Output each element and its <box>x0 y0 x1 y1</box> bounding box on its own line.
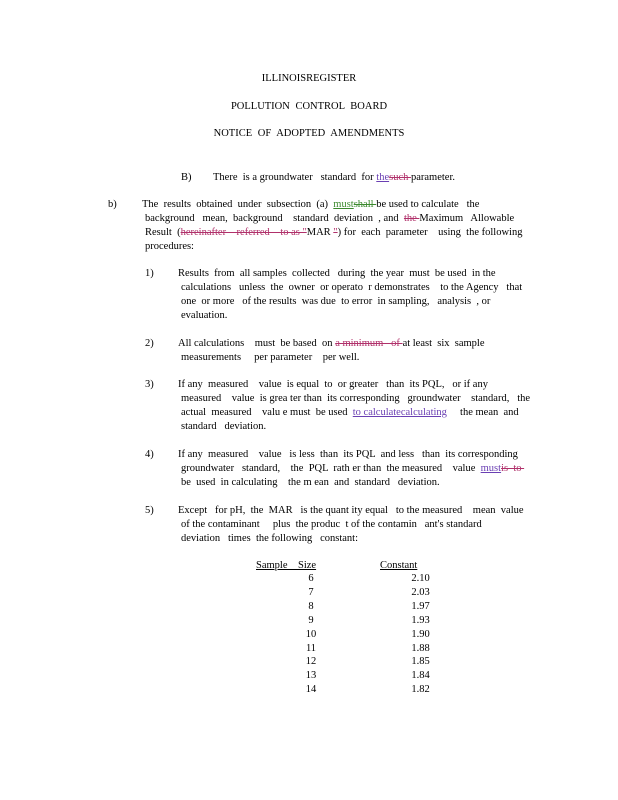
text-span: MAR <box>306 227 334 238</box>
table-row <box>256 572 440 586</box>
item-4-line-2 <box>178 462 524 476</box>
text-span: All calculations must be based on <box>178 338 336 349</box>
item-b-paragraph <box>142 198 542 254</box>
sample-size-cell: 9 <box>308 614 314 626</box>
item-1-paragraph <box>178 267 522 323</box>
board-title: POLLUTION CONTROL BOARD <box>230 101 388 112</box>
register-title: ILLINOISREGISTER <box>261 73 357 84</box>
item-4-label: 4) <box>145 449 154 460</box>
constant-cell: 1.93 <box>411 614 430 626</box>
deleted-text: is to <box>501 463 525 474</box>
constant-cell: 2.10 <box>411 573 430 584</box>
text-span: Maximum Allowable <box>419 213 515 224</box>
table-row <box>256 600 440 614</box>
item-b-line-4: procedures: <box>145 241 194 252</box>
deleted-text: shall <box>353 199 377 210</box>
deleted-text: a minimum of <box>335 338 403 349</box>
inserted-text: to calculate <box>352 407 401 418</box>
sample-size-cell: 13 <box>305 670 317 682</box>
item-5-line-1: Except for pH, the MAR is the quant ity equal to the measured mean value <box>178 505 524 516</box>
item-1-label: 1) <box>145 268 154 279</box>
constant-header: Constant <box>380 560 418 571</box>
item-5-paragraph <box>178 504 524 546</box>
constant-cell: 1.90 <box>411 628 430 640</box>
item-b-line-1 <box>142 198 542 212</box>
item-1-line: evaluation. <box>181 310 228 321</box>
item-b-line-2 <box>142 212 542 226</box>
table-row <box>256 669 440 683</box>
item-5-label: 5) <box>145 505 154 516</box>
text-span: The results obtained under subsection (a) <box>142 199 334 210</box>
item-2-label: 2) <box>145 338 154 349</box>
item-2-line-2: measurements per parameter per well. <box>181 352 360 363</box>
inserted-text: must <box>480 463 502 474</box>
item-1-line: calculations unless the owner or operato r demonstrates to the Agency that <box>181 282 523 293</box>
text-span: the mean and <box>446 407 519 418</box>
deleted-text: " <box>333 227 338 238</box>
item-2-line-1 <box>178 337 485 351</box>
sample-size-header: Sample Size <box>256 560 317 571</box>
inserted-text: calculating <box>400 407 447 418</box>
sample-size-cell: 14 <box>305 684 317 696</box>
table-row <box>256 628 440 642</box>
sample-size-cell: 7 <box>308 586 314 598</box>
table-row <box>256 683 440 697</box>
text-span: ) for each parameter using the following <box>337 227 523 238</box>
item-2-paragraph <box>178 337 485 365</box>
text-span: be used to calculate the <box>376 199 480 210</box>
table-row <box>256 614 440 628</box>
table-row <box>256 586 440 600</box>
constant-cell: 1.97 <box>411 600 430 612</box>
text-span: Result ( <box>145 227 181 238</box>
inserted-text: the <box>376 172 390 183</box>
item-B-text-after: parameter. <box>410 172 455 183</box>
text-span: groundwater standard, the PQL rath er than the measured value <box>181 463 481 474</box>
deleted-text: such <box>389 172 411 183</box>
sample-size-cell: 11 <box>305 642 317 654</box>
sample-size-constant-table <box>256 559 440 697</box>
deleted-text: the <box>403 213 420 224</box>
constant-cell: 1.88 <box>411 642 430 654</box>
notice-title: NOTICE OF ADOPTED AMENDMENTS <box>213 128 405 139</box>
table-row <box>256 642 440 656</box>
item-B-text-before: There is a groundwater standard for <box>213 172 377 183</box>
item-3-label: 3) <box>145 379 154 390</box>
item-4-line-1: If any measured value is less than its PQL and less than its corresponding <box>178 449 518 460</box>
sample-size-cell: 10 <box>305 628 317 640</box>
item-3-line-1: If any measured value is equal to or greater than its PQL, or if any <box>178 379 488 390</box>
sample-size-cell: 8 <box>308 600 314 612</box>
item-5-line-2: of the contaminant plus the produc t of the contamin ant's standard <box>181 519 482 530</box>
text-span: at least six sample <box>402 338 485 349</box>
item-3-line-4: standard deviation. <box>181 421 267 432</box>
item-b-label: b) <box>108 199 117 210</box>
item-5-line-3: deviation times the following constant: <box>181 533 359 544</box>
item-4-line-3: be used in calculating the m ean and standard deviation. <box>181 477 440 488</box>
item-b-line-3 <box>142 226 542 240</box>
text-span: actual measured valu e must be used <box>181 407 353 418</box>
deleted-text: hereinafter referred to as " <box>180 227 307 238</box>
table-body <box>256 572 440 697</box>
inserted-text: must <box>333 199 354 210</box>
text-span: background mean, background standard deviation , and <box>145 213 404 224</box>
item-1-line: Results from all samples collected during the year must be used in the <box>178 268 496 279</box>
item-4-paragraph <box>178 448 524 490</box>
sample-size-cell: 6 <box>308 573 314 584</box>
item-B-label: B) <box>181 172 192 183</box>
item-1-line: one or more of the results was due to error in sampling, analysis , or <box>181 296 491 307</box>
sample-size-cell: 12 <box>305 656 317 668</box>
table-row <box>256 655 440 669</box>
table-header-row <box>256 559 440 572</box>
constant-cell: 1.82 <box>411 684 430 696</box>
constant-cell: 1.85 <box>411 656 430 668</box>
item-B-text <box>213 171 455 185</box>
item-3-line-2: measured value is grea ter than its corresponding groundwater standard, the <box>181 393 531 404</box>
item-3-line-3 <box>178 406 530 420</box>
constant-cell: 1.84 <box>411 670 430 682</box>
constant-cell: 2.03 <box>411 586 430 598</box>
item-3-paragraph <box>178 378 530 434</box>
